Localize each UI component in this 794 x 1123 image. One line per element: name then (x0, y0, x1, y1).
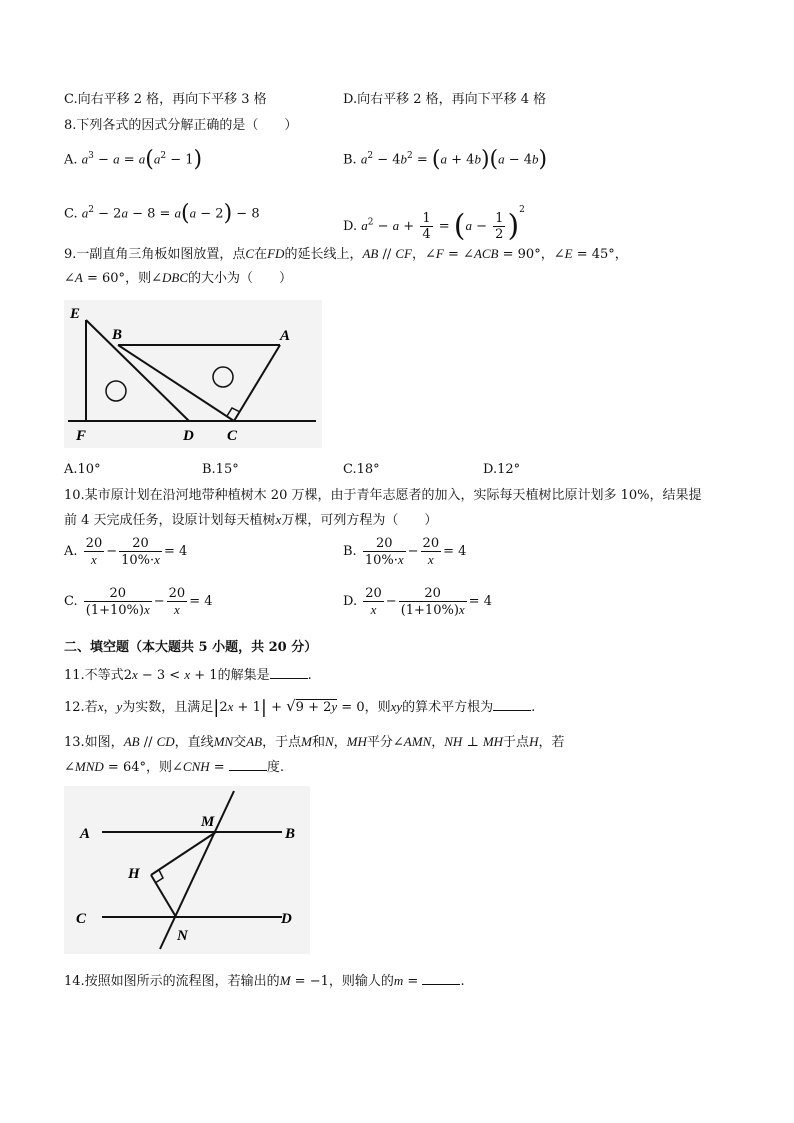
q11-blank[interactable] (270, 666, 308, 679)
circle-hole-2 (213, 367, 233, 387)
q7-option-d: D.向右平移 2 格，再向下平移 4 格 (343, 92, 547, 107)
label-b: B (285, 826, 296, 842)
label-a: A (80, 826, 91, 842)
segment-mh (151, 832, 216, 875)
q13-line2: ∠MND = 64°，则∠CNH = 度. (64, 759, 284, 775)
q14-blank[interactable] (422, 972, 460, 985)
section2-title: 二、填空题（本大题共 5 小题，共 20 分） (64, 640, 318, 655)
q9-option-d: D.12° (483, 462, 521, 477)
q8-stem: 8.下列各式的因式分解正确的是（ ） (64, 118, 298, 133)
circle-hole-1 (106, 381, 126, 401)
label-m: M (201, 814, 215, 830)
q10-option-a: A. $\frac{20}{x}$ − $\frac{20}{10\%\cdot x}$ = 4 (64, 535, 188, 568)
q12-blank[interactable] (493, 698, 531, 711)
q13-figure (64, 786, 310, 954)
q14: 14.按照如图所示的流程图，若输出的M = −1，则输人的m = . (64, 973, 465, 989)
q12: 12.若x，y为实数，且满足|2x + 1| + √9 + 2y = 0，则xy的算术平方根为 . (64, 697, 536, 718)
label-a: A (280, 328, 291, 344)
q9-option-a: A.10° (64, 462, 101, 477)
label-d: D (281, 911, 292, 927)
edge-ed (86, 320, 189, 421)
q11: 11.不等式2x − 3 < x + 1的解集是 . (64, 667, 312, 683)
segment-hn (151, 875, 176, 917)
q9-option-c: C.18° (343, 462, 380, 477)
line-mn (160, 791, 234, 949)
q9-figure (64, 300, 322, 448)
q7-option-c: C.向右平移 2 格，再向下平移 3 格 (64, 92, 267, 107)
label-h: H (128, 866, 140, 882)
q13-line1: 13.如图，AB // CD，直线MN交AB，于点M和N，MH平分∠AMN，NH ⊥ MH于点H，若 (64, 734, 565, 750)
q10-option-d: D. $\frac{20}{x}$ − $\frac{20}{(1+10\%)x}$ = 4 (343, 585, 492, 618)
q10-stem-line1: 10.某市原计划在沿河地带种植树木 20 万棵，由于青年志愿者的加入，实际每天植树比原计划多 10%，结果提 (64, 488, 702, 503)
q10-option-c: C. $\frac{20}{(1+10\%)x}$ − $\frac{20}{x}$ = 4 (64, 585, 213, 618)
q9-option-b: B.15° (202, 462, 239, 477)
label-c: C (76, 911, 87, 927)
label-d: D (183, 428, 194, 444)
edge-ac (234, 345, 280, 421)
q8-option-a: A. $a^3 - a = a(a^2 - 1)$ (64, 146, 203, 172)
q8-option-b: B. $a^2 - 4b^2 = (a + 4b)(a - 4b)$ (343, 146, 548, 172)
label-c: C (227, 428, 238, 444)
label-n: N (177, 928, 188, 944)
q8-option-d: D. $a^2 - a$ + $\frac{1}{4}$ = (a − $\frac{1}{2}$ )$^2$ (343, 205, 525, 244)
q9-stem-line1: 9.一副直角三角板如图放置，点C在FD的延长线上，AB // CF，∠F = ∠ACB = 90°，∠E = 45°， (64, 246, 628, 262)
q10-stem-line2: 前 4 天完成任务，设原计划每天植树x万棵，可列方程为（ ） (64, 512, 438, 528)
label-b: B (112, 327, 123, 343)
q13-blank[interactable] (229, 758, 267, 771)
label-e: E (70, 306, 81, 322)
q8-option-c: C. $a^2 - 2a - 8 = a(a - 2) - 8$ (64, 200, 260, 226)
q9-stem-line2: ∠A = 60°，则∠DBC的大小为（ ） (64, 270, 292, 286)
q10-option-b: B. $\frac{20}{10\%\cdot x}$ − $\frac{20}{x}$ = 4 (343, 535, 467, 568)
label-f: F (76, 428, 87, 444)
